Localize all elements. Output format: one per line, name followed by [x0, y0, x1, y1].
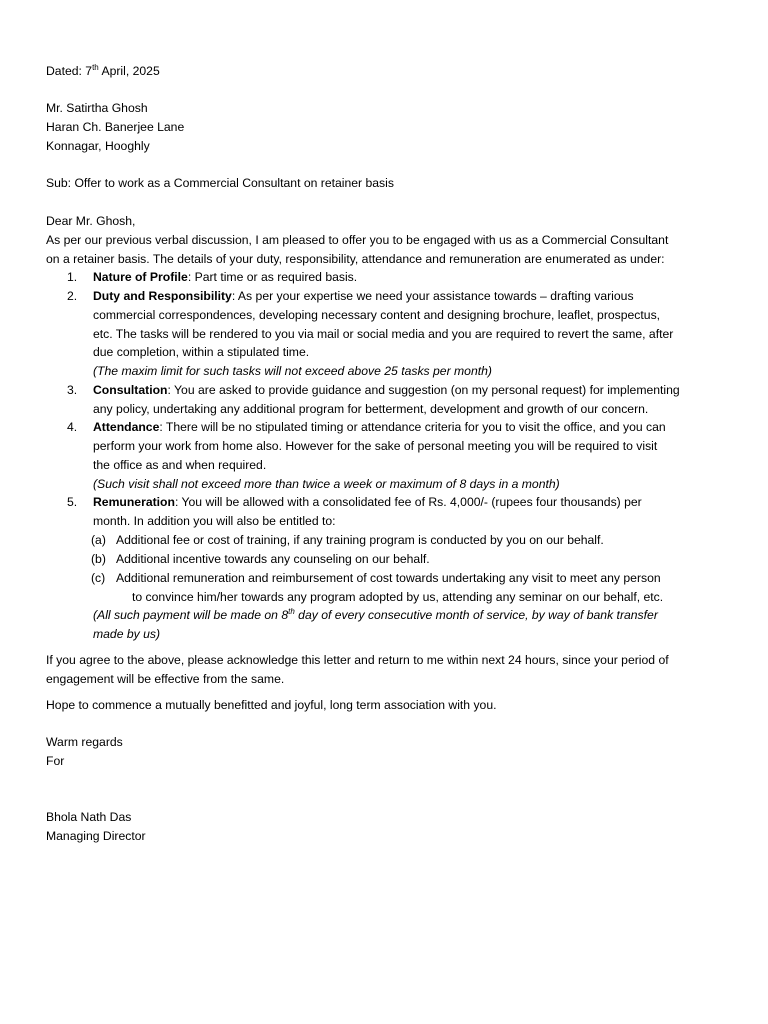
sub-item: Additional fee or cost of training, if any training program is conducted by you on our behalf. [116, 533, 604, 547]
list-item: Nature of Profile: Part time or as required basis. [93, 270, 358, 284]
closing-paragraph-line: If you agree to the above, please acknowledge this letter and return to me within next 24 hours, since your period of [46, 653, 669, 667]
intro-line: As per our previous verbal discussion, I am pleased to offer you to be engaged with us as a Commercial Consultant [46, 233, 669, 247]
signatory-name: Bhola Nath Das [46, 810, 132, 824]
intro-line: on a retainer basis. The details of your duty, responsibility, attendance and remuneration are enumerated as under: [46, 252, 665, 266]
list-item-line: etc. The tasks will be rendered to you via mail or social media and you are required to revert the same, after [93, 327, 674, 341]
sub-item-label: (a) [91, 533, 106, 547]
list-item-note: (The maxim limit for such tasks will not exceed above 25 tasks per month) [93, 364, 492, 378]
sub-item-line: to convince him/her towards any program adopted by us, attending any seminar on our behalf, etc. [132, 590, 664, 604]
sub-item-label: (b) [91, 552, 106, 566]
list-item: Consultation: You are asked to provide guidance and suggestion (on my personal request) for implementing [93, 383, 680, 397]
list-item-line: the office as and when required. [93, 458, 267, 472]
list-number: 4. [67, 420, 78, 434]
sub-item: Additional incentive towards any counseling on our behalf. [116, 552, 430, 566]
closing-paragraph-line: engagement will be effective from the same. [46, 672, 285, 686]
subject-line: Sub: Offer to work as a Commercial Consultant on retainer basis [46, 176, 394, 190]
list-number: 5. [67, 495, 78, 509]
list-number: 1. [67, 270, 78, 284]
list-item: Remuneration: You will be allowed with a consolidated fee of Rs. 4,000/- (rupees four thousands) per [93, 495, 642, 509]
sub-item-label: (c) [91, 571, 106, 585]
list-item-note: (Such visit shall not exceed more than twice a week or maximum of 8 days in a month) [93, 477, 560, 491]
address-line: Haran Ch. Banerjee Lane [46, 120, 185, 134]
signatory-title: Managing Director [46, 829, 146, 843]
for-line: For [46, 754, 65, 768]
payment-note: (All such payment will be made on 8th day of every consecutive month of service, by way of bank transfer [93, 607, 658, 622]
regards: Warm regards [46, 735, 123, 749]
list-item-line: perform your work from home also. However for the sake of personal meeting you will be required to visit [93, 439, 658, 453]
list-item-line: due completion, within a stipulated time. [93, 345, 310, 359]
address-line: Mr. Satirtha Ghosh [46, 101, 148, 115]
list-number: 2. [67, 289, 78, 303]
list-number: 3. [67, 383, 78, 397]
list-item: Attendance: There will be no stipulated timing or attendance criteria for you to visit the office, and you can [93, 420, 666, 434]
date-line: Dated: 7th April, 2025 [46, 63, 160, 78]
list-item: Duty and Responsibility: As per your expertise we need your assistance towards – drafting various [93, 289, 634, 303]
address-line: Konnagar, Hooghly [46, 139, 150, 153]
list-item-line: any policy, undertaking any additional program for betterment, development and growth of our concern. [93, 402, 649, 416]
sub-item: Additional remuneration and reimbursement of cost towards undertaking any visit to meet any person [116, 571, 661, 585]
salutation: Dear Mr. Ghosh, [46, 214, 136, 228]
list-item-line: month. In addition you will also be entitled to: [93, 514, 336, 528]
hope-line: Hope to commence a mutually benefitted and joyful, long term association with you. [46, 698, 497, 712]
payment-note-line: made by us) [93, 627, 161, 641]
list-item-line: commercial correspondences, developing necessary content and designing brochure, leaflet, prospectus, [93, 308, 661, 322]
